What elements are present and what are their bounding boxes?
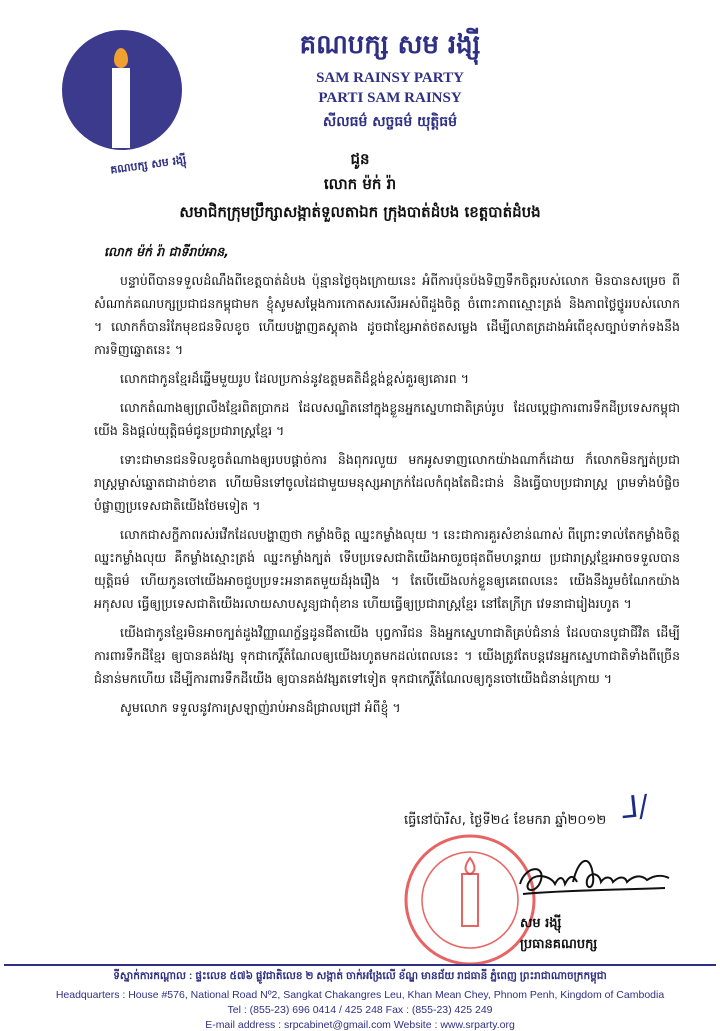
addressee-to: ជូន (350, 150, 370, 168)
party-motto: សីលធម៌ សច្ចធម៌ យុត្តិធម៌ (322, 114, 458, 130)
recipient-title: សមាជិកក្រុមប្រឹក្សាសង្កាត់ទួលតាឯក ក្រុងបាត់ដំបង ខេត្តបាត់ដំបង (179, 203, 541, 221)
handwritten-annotation: ᒧ/ (618, 788, 651, 827)
paragraph-1: បន្ទាប់ពីបានទទួលដំណឹងពីខេត្តបាត់ដំបង ប៉ុន្មានថ្ងៃចុងក្រោយនេះ អំពីការប៉ុនប៉ងទិញទឹកចិត្តរបស់លោក មិនបានសម្រេច ពីសំណាក់គណបក្សប្រជាជនកម្ពុជាមក ខ្ញុំសូមសម្តែងការកោតសរសើរអស់ពីដួងចិត្ត ចំពោះភាពស្មោះត្រង់ និងភាពថ្លៃថ្នូររបស់លោក ។ លោកក៏បានរំភែមុខជនទិលខូច ហើយបង្ហាញគស្គុតាង ដូចជាខ្សែអាត់ថតសម្លេង ដើម្បីលាតត្រដាងអំពើខុសច្បាប់ទាក់ទងនឹងការទិញឆ្នោតនេះ ។ (94, 273, 680, 357)
paragraph-7: សូមលោក ទទួលនូវការស្រឡាញ់រាប់អានដ៏ជ្រាលជ្រៅ អំពីខ្ញុំ ។ (120, 700, 401, 715)
footer-address-khmer: ទីស្នាក់ការកណ្តាល : ផ្ទះលេខ ៥៧៦ ផ្លូវជាតិលេខ ២ សង្កាត់ ចាក់អង្រែលើ ខ័ណ្ឌ មានជ័យ រាជធានី ភ្នំពេញ ព្រះរាជាណាចក្រកម្ពុជា (113, 970, 607, 982)
signer-title: ប្រធានគណបក្ស (520, 937, 598, 952)
party-logo (62, 30, 188, 177)
signer-name: សម រង្ស៊ី (520, 916, 562, 931)
paragraph-6: យើងជាកូនខ្មែរមិនអាចក្បត់ដួងវិញ្ញាណក្ខ័ន្ធដូនជីតាយើង បុព្វការីជន និងអ្នកស្នេហាជាតិគ្រប់ជំនាន់ ដែលបានបូជាជីវិត ដើម្បីការពារទឹកដីខ្មែរ ឲ្យបានគង់វង្ស ទុកជាកេរ្តិ៍តំណែលឲ្យយើងរហូតមកដល់ពេលនេះ ។ យើងត្រូវតែបន្តវេនអ្នកស្នេហាជាតិទាំងពីច្រើនជំនាន់មកហើយ ដើម្បីការពារទឹកដីយើង ឲ្យបានគង់វង្សតទៅទៀត ទុកជាកេរ្តិ៍តំណែលឲ្យកូនចៅយើងជំនាន់ក្រោយ ។ (94, 625, 680, 686)
paragraph-2: លោកជាកូនខ្មែរដ៏ឆ្នើមមួយរូប ដែលប្រកាន់នូវឧត្តមគតិដ៏ខ្ពង់ខ្ពស់គួរឲ្យគោរព ។ (120, 371, 469, 386)
party-name-khmer: គណបក្ស សម រង្ស៊ី (299, 30, 481, 60)
footer-divider (4, 964, 716, 966)
paragraph-3: លោកតំណាងឲ្យព្រលឹងខ្មែរពិតប្រាកដ ដែលសណ្ឋិតនៅក្នុងខ្លួនអ្នកស្នេហាជាតិគ្រប់រូប ដែលប្តេជ្ញាការពារទឹកដីប្រទេសកម្ពុជាយើង និងផ្តល់យុត្តិធម៌ជូនប្រជារាស្ត្រខ្មែរ ។ (94, 400, 680, 438)
letter-body (94, 240, 680, 725)
flame-icon (114, 48, 128, 68)
signature (515, 846, 675, 906)
recipient-name: លោក ម៉ក់ រ៉ា (323, 175, 397, 193)
footer-email: E-mail address : srpcabinet@gmail.com Website : www.srparty.org (205, 1019, 515, 1031)
candle-icon (112, 68, 130, 148)
party-name-french: PARTI SAM RAINSY (318, 90, 462, 106)
footer-contact: Tel : (855-23) 696 0414 / 425 248 Fax : (855-23) 425 249 (227, 1004, 493, 1016)
paragraph-4: ទោះជាមានជនទិលខូចតំណាងឲ្យរបបផ្តាច់ការ និងពុករលួយ មកអូសទាញលោកយ៉ាងណាក៏ដោយ ក៏លោកមិនក្បត់ប្រជារាស្ត្រម្ចាស់ឆ្នោតជាដាច់ខាត ហើយមិនទៅចូលដៃជាមួយមនុស្សអាក្រក់ដែលកំពុងតែជិះជាន់ និងធ្វើបាបប្រជារាស្ត្រ ព្រមទាំងបំផ្លិចបំផ្លាញប្រទេសជាតិយើងថែមទៀត ។ (94, 452, 680, 513)
salutation: លោក ម៉ក់ រ៉ា ជាទីរាប់អាន, (104, 244, 229, 259)
footer-address-english: Headquarters : House #576, National Road Nº2, Sangkat Chakangres Leu, Khan Mean Chey, Phnom Penh, Kingdom of Cambodia (55, 989, 665, 1001)
logo-caption: គណបក្ស សម រង្ស៊ី (109, 153, 188, 177)
party-name-english: SAM RAINSY PARTY (316, 70, 464, 86)
date-line: ធ្វើនៅប៉ារីស, ថ្ងៃទី២៤ ខែមករា ឆ្នាំ២០១២ (404, 813, 607, 828)
paragraph-5: លោកជាសក្ខីភាពរស់រវើកដែលបង្ហាញថា កម្លាំងចិត្ត ឈ្នះកម្លាំងលុយ ។ នេះជាការគួរសំខាន់ណាស់ ពីព្រោះទាល់តែកម្លាំងចិត្តឈ្នះកម្លាំងលុយ គឺកម្លាំងស្មោះត្រង់ ឈ្នះកម្លាំងក្បត់ ទើបប្រទេសជាតិយើងអាចរួចផុតពីមហន្តរាយ ប្រជារាស្ត្រខ្មែរអាចទទួលបានយុត្តិធម៌ ហើយកូនចៅយើងអាចជួបប្រទះអនាគតមួយដ៏រុងរឿង ។ តែបើយើងលក់ខ្លួនឲ្យគេពេលនេះ យើងនឹងរួមចំណែកយ៉ាងអកុសល ធ្វើឲ្យប្រទេសជាតិយើងរលាយសាបសូន្យជាពុំខាន ហើយធ្វើឲ្យប្រជារាស្ត្រខ្មែរ នៅតែក្រីក្រ វេទនាជារៀងរហូត ។ (94, 527, 680, 611)
